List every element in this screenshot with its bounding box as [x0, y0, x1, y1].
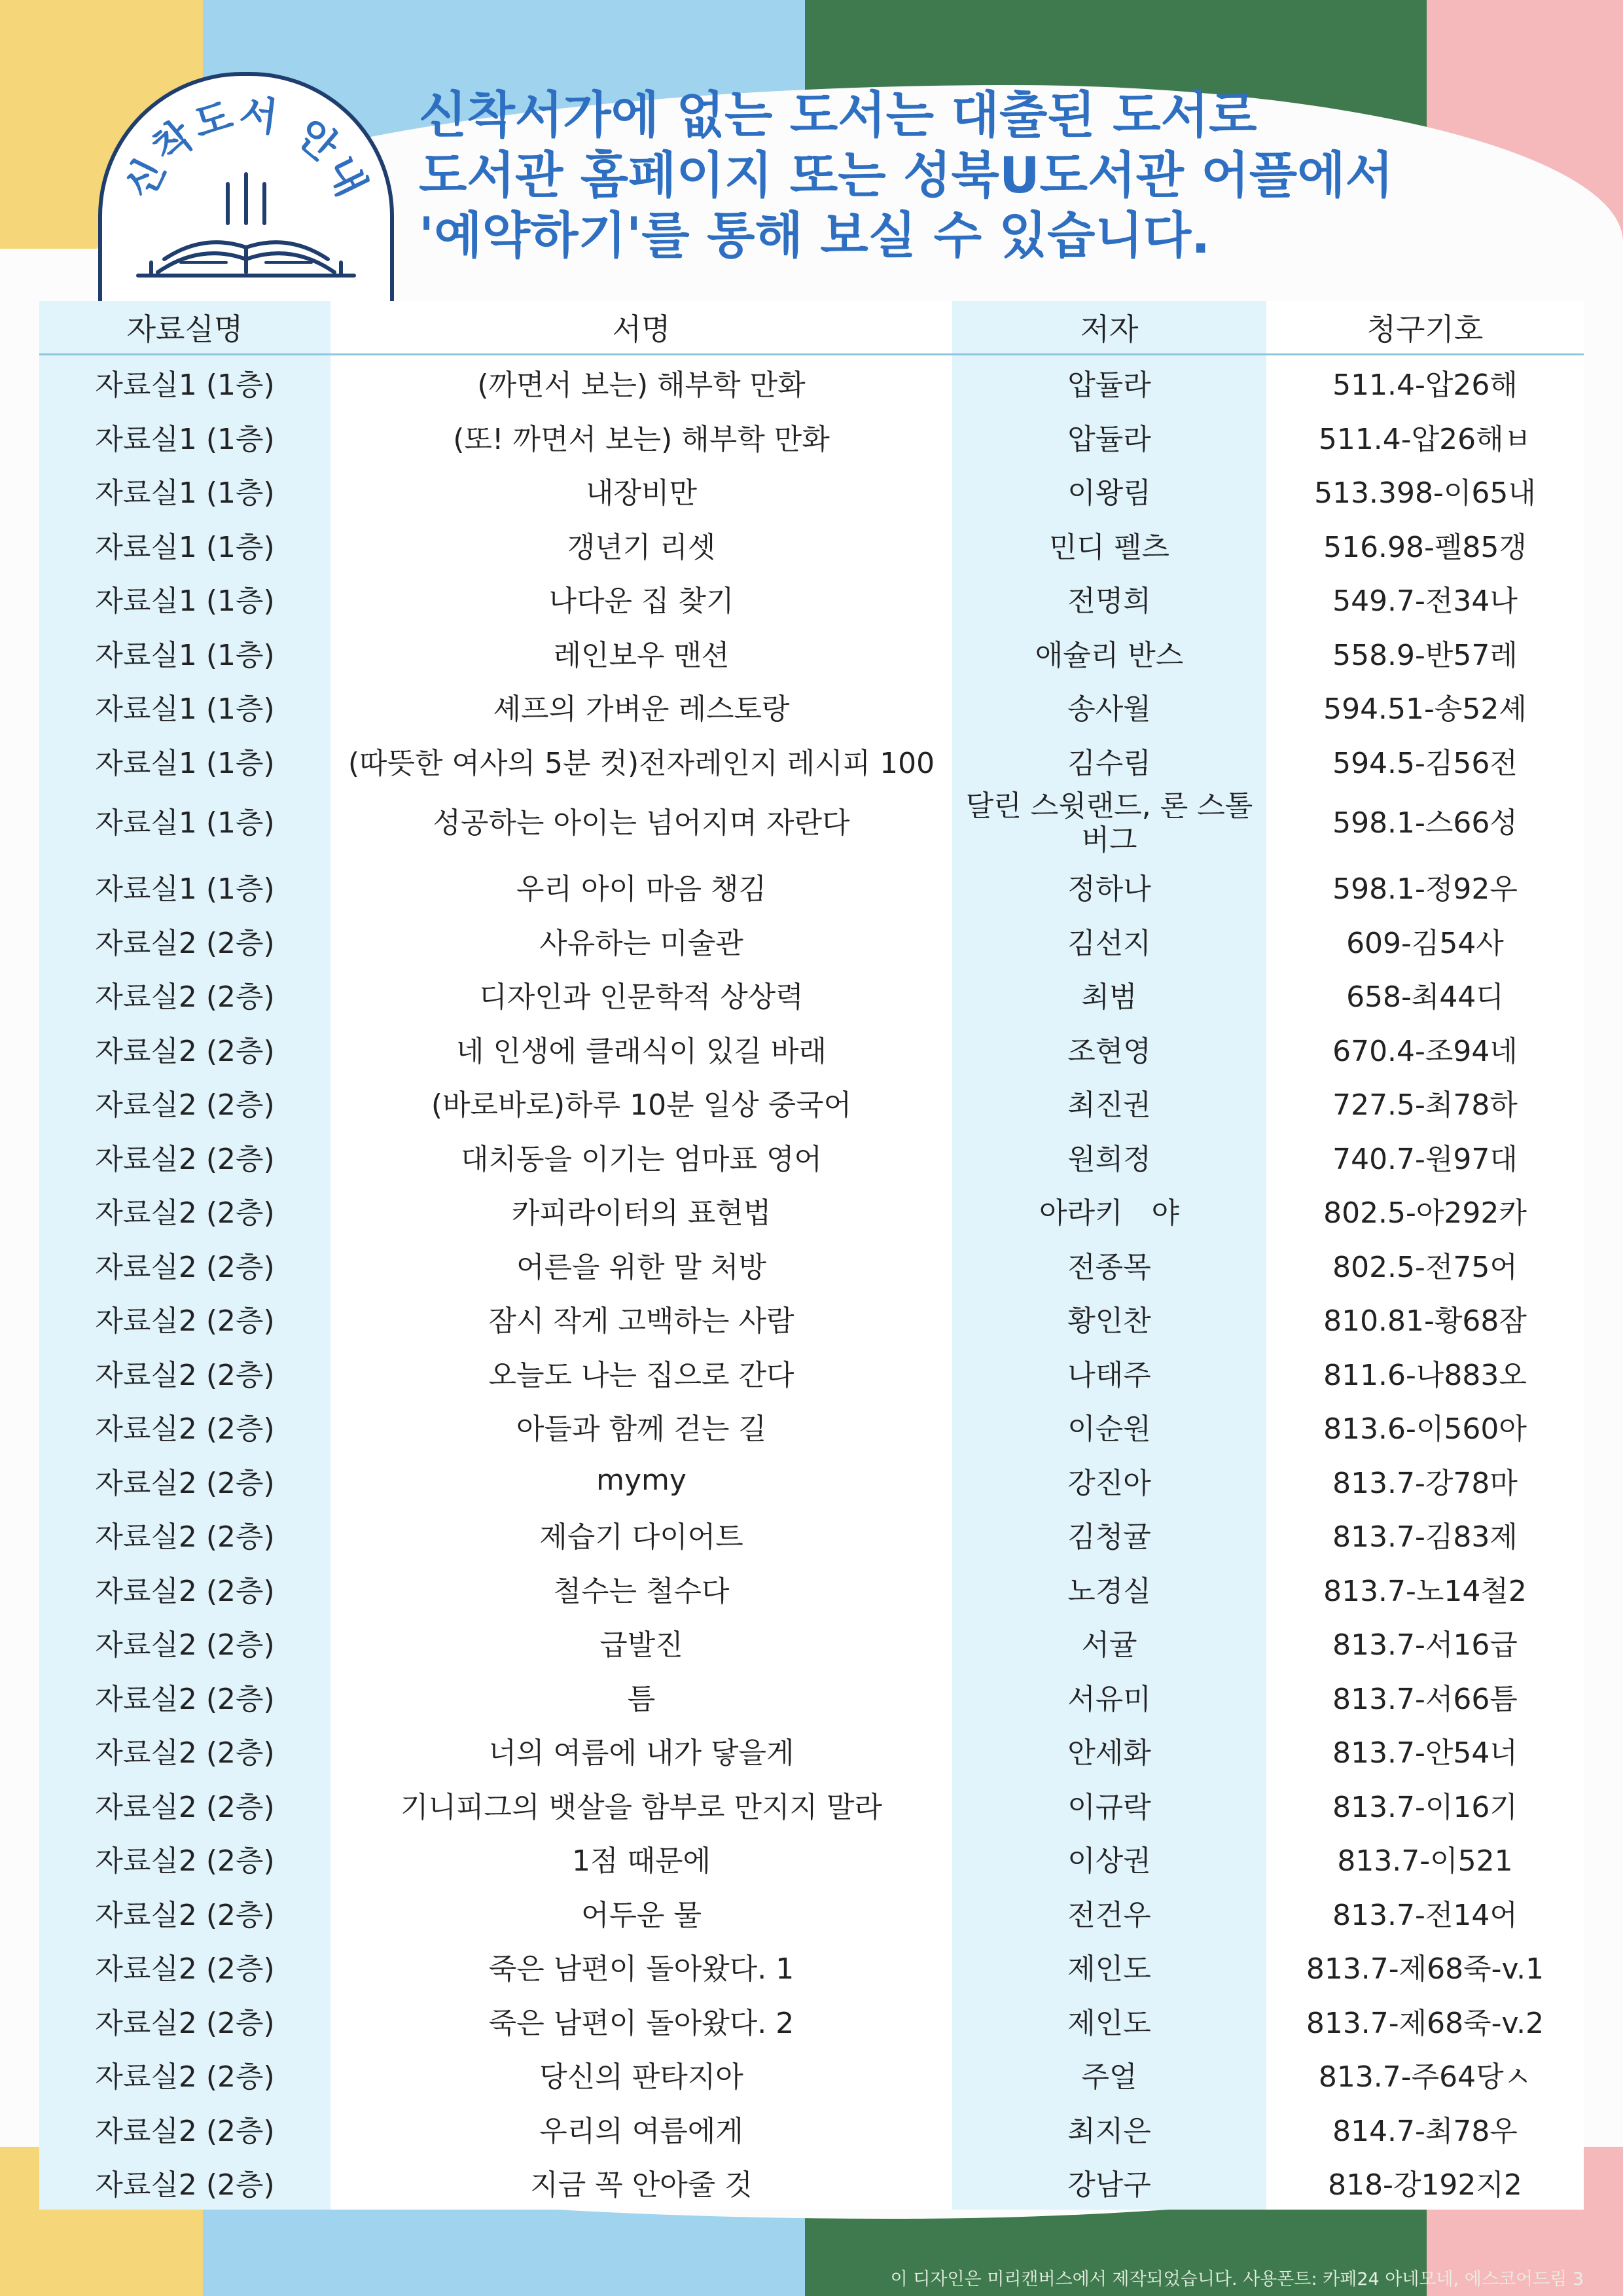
table-body: [39, 355, 1584, 2210]
cell-call-number: 813.6-이560아: [1266, 1399, 1584, 1454]
cell-author: 제인도: [952, 1939, 1266, 1994]
cell-call-number: 813.7-제68죽-v.1: [1266, 1939, 1584, 1994]
cell-room: 자료실2 (2층): [39, 1507, 330, 1562]
cell-call-number: 813.7-이16기: [1266, 1778, 1584, 1832]
table-row: [39, 1399, 1584, 1454]
cell-title: 성공하는 아이는 넘어지며 자란다: [330, 787, 952, 859]
cell-call-number: 813.7-서16급: [1266, 1615, 1584, 1670]
table-row: [39, 967, 1584, 1022]
cell-title: mymy: [330, 1454, 952, 1508]
cell-title: 당신의 판타지아: [330, 2047, 952, 2102]
cell-author: 민디 펠츠: [952, 518, 1266, 572]
header-author: 저자: [952, 301, 1266, 355]
table-row: [39, 1723, 1584, 1778]
table-row: [39, 1831, 1584, 1886]
cell-author: 압듈라: [952, 410, 1266, 464]
cell-call-number: 818-강192지2: [1266, 2155, 1584, 2210]
cell-room: 자료실2 (2층): [39, 1183, 330, 1238]
table-row: [39, 410, 1584, 464]
table-row: [39, 1238, 1584, 1292]
cell-title: 제습기 다이어트: [330, 1507, 952, 1562]
cell-title: 지금 꼭 안아줄 것: [330, 2155, 952, 2210]
cell-room: 자료실2 (2층): [39, 967, 330, 1022]
cell-room: 자료실1 (1층): [39, 859, 330, 914]
cell-room: 자료실2 (2층): [39, 1130, 330, 1184]
cell-author: 달린 스윗랜드, 론 스톨버그: [952, 787, 1266, 859]
cell-call-number: 511.4-압26해ㅂ: [1266, 410, 1584, 464]
cell-title: (또! 까면서 보는) 해부학 만화: [330, 410, 952, 464]
header-call-number: 청구기호: [1266, 301, 1584, 355]
cell-call-number: 598.1-정92우: [1266, 859, 1584, 914]
cell-room: 자료실2 (2층): [39, 2102, 330, 2156]
table-row: [39, 2047, 1584, 2102]
table-row: [39, 1670, 1584, 1724]
cell-author: 강진아: [952, 1454, 1266, 1508]
table-row: [39, 1994, 1584, 2048]
table-row: [39, 626, 1584, 680]
cell-room: 자료실2 (2층): [39, 1346, 330, 1400]
cell-title: 급발진: [330, 1615, 952, 1670]
table-row: [39, 787, 1584, 859]
cell-title: 철수는 철수다: [330, 1562, 952, 1616]
cell-call-number: 513.398-이65내: [1266, 463, 1584, 518]
new-books-badge: [98, 72, 394, 325]
cell-title: 우리 아이 마음 챙김: [330, 859, 952, 914]
table-row: [39, 1291, 1584, 1346]
cell-author: 이규락: [952, 1778, 1266, 1832]
cell-room: 자료실2 (2층): [39, 2155, 330, 2210]
cell-room: 자료실2 (2층): [39, 1994, 330, 2048]
cell-author: 전명희: [952, 571, 1266, 626]
table-header-row: [39, 301, 1584, 355]
cell-room: 자료실2 (2층): [39, 1939, 330, 1994]
cell-room: 자료실2 (2층): [39, 1670, 330, 1724]
cell-title: 너의 여름에 내가 닿을게: [330, 1723, 952, 1778]
cell-room: 자료실2 (2층): [39, 914, 330, 968]
badge-title: 신착도서 안내: [116, 90, 376, 206]
cell-room: 자료실2 (2층): [39, 1723, 330, 1778]
cell-call-number: 727.5-최78하: [1266, 1075, 1584, 1130]
table-row: [39, 1183, 1584, 1238]
cell-author: 주얼: [952, 2047, 1266, 2102]
table-row: [39, 1778, 1584, 1832]
cell-author: 김선지: [952, 914, 1266, 968]
cell-title: 갱년기 리셋: [330, 518, 952, 572]
table-row: [39, 2102, 1584, 2156]
cell-room: 자료실2 (2층): [39, 1454, 330, 1508]
footer-credit: 이 디자인은 미리캔버스에서 제작되었습니다. 사용폰트: 카페24 아네모네, 에스코어드림 3: [890, 2269, 1584, 2289]
cell-room: 자료실1 (1층): [39, 626, 330, 680]
cell-call-number: 516.98-펠85갱: [1266, 518, 1584, 572]
cell-author: 전종목: [952, 1238, 1266, 1292]
cell-title: 죽은 남편이 돌아왔다. 1: [330, 1939, 952, 1994]
table-row: [39, 1075, 1584, 1130]
cell-call-number: 594.51-송52셰: [1266, 679, 1584, 734]
table-row: [39, 571, 1584, 626]
cell-title: 디자인과 인문학적 상상력: [330, 967, 952, 1022]
header-room: 자료실명: [39, 301, 330, 355]
table-row: [39, 1022, 1584, 1076]
cell-room: 자료실1 (1층): [39, 518, 330, 572]
table-row: [39, 1507, 1584, 1562]
cell-title: 카피라이터의 표현법: [330, 1183, 952, 1238]
table-row: [39, 1615, 1584, 1670]
table-row: [39, 914, 1584, 968]
cell-room: 자료실2 (2층): [39, 1075, 330, 1130]
table-row: [39, 1130, 1584, 1184]
cell-call-number: 609-김54사: [1266, 914, 1584, 968]
cell-room: 자료실1 (1층): [39, 787, 330, 859]
cell-author: 이순원: [952, 1399, 1266, 1454]
cell-title: 대치동을 이기는 엄마표 영어: [330, 1130, 952, 1184]
cell-call-number: 814.7-최78우: [1266, 2102, 1584, 2156]
cell-title: 내장비만: [330, 463, 952, 518]
table-row: [39, 1939, 1584, 1994]
cell-author: 강남구: [952, 2155, 1266, 2210]
cell-title: 네 인생에 클래식이 있길 바래: [330, 1022, 952, 1076]
cell-title: 죽은 남편이 돌아왔다. 2: [330, 1994, 952, 2048]
cell-title: 1점 때문에: [330, 1831, 952, 1886]
cell-title: 잠시 작게 고백하는 사람: [330, 1291, 952, 1346]
cell-call-number: 802.5-전75어: [1266, 1238, 1584, 1292]
cell-title: (바로바로)하루 10분 일상 중국어: [330, 1075, 952, 1130]
cell-author: 안세화: [952, 1723, 1266, 1778]
cell-author: 이왕림: [952, 463, 1266, 518]
cell-author: 최진권: [952, 1075, 1266, 1130]
cell-author: 전건우: [952, 1886, 1266, 1940]
open-book-icon: [102, 76, 390, 325]
table-row: [39, 1886, 1584, 1940]
cell-room: 자료실2 (2층): [39, 2047, 330, 2102]
cell-call-number: 511.4-압26해: [1266, 355, 1584, 410]
cell-title: 나다운 집 찾기: [330, 571, 952, 626]
cell-title: 사유하는 미술관: [330, 914, 952, 968]
cell-room: 자료실1 (1층): [39, 734, 330, 788]
cell-call-number: 813.7-김83제: [1266, 1507, 1584, 1562]
cell-author: 최지은: [952, 2102, 1266, 2156]
table-row: [39, 859, 1584, 914]
cell-author: 최범: [952, 967, 1266, 1022]
cell-room: 자료실2 (2층): [39, 1399, 330, 1454]
cell-author: 조현영: [952, 1022, 1266, 1076]
cell-title: 아들과 함께 걷는 길: [330, 1399, 952, 1454]
cell-author: 황인찬: [952, 1291, 1266, 1346]
headline-line-2: 도서관 홈페이지 또는 성북U도서관 어플에서: [419, 146, 1394, 204]
cell-call-number: 549.7-전34나: [1266, 571, 1584, 626]
table-row: [39, 679, 1584, 734]
headline-line-3: '예약하기'를 통해 보실 수 있습니다.: [419, 206, 1211, 264]
table-row: [39, 1454, 1584, 1508]
cell-room: 자료실2 (2층): [39, 1022, 330, 1076]
cell-call-number: 813.7-강78마: [1266, 1454, 1584, 1508]
cell-room: 자료실2 (2층): [39, 1615, 330, 1670]
cell-title: 오늘도 나는 집으로 간다: [330, 1346, 952, 1400]
cell-author: 나태주: [952, 1346, 1266, 1400]
cell-room: 자료실2 (2층): [39, 1238, 330, 1292]
cell-call-number: 813.7-제68죽-v.2: [1266, 1994, 1584, 2048]
cell-author: 김청귤: [952, 1507, 1266, 1562]
cell-author: 서귤: [952, 1615, 1266, 1670]
cell-call-number: 740.7-원97대: [1266, 1130, 1584, 1184]
cell-author: 압듈라: [952, 355, 1266, 410]
cell-title: (까면서 보는) 해부학 만화: [330, 355, 952, 410]
cell-title: 어두운 물: [330, 1886, 952, 1940]
cell-author: 아라키 야: [952, 1183, 1266, 1238]
cell-call-number: 670.4-조94네: [1266, 1022, 1584, 1076]
cell-call-number: 594.5-김56전: [1266, 734, 1584, 788]
cell-title: (따뜻한 여사의 5분 컷)전자레인지 레시피 100: [330, 734, 952, 788]
cell-call-number: 813.7-서66틈: [1266, 1670, 1584, 1724]
cell-room: 자료실2 (2층): [39, 1562, 330, 1616]
cell-title: 우리의 여름에게: [330, 2102, 952, 2156]
cell-room: 자료실2 (2층): [39, 1778, 330, 1832]
cell-room: 자료실2 (2층): [39, 1886, 330, 1940]
cell-author: 김수림: [952, 734, 1266, 788]
cell-title: 레인보우 맨션: [330, 626, 952, 680]
cell-call-number: 813.7-전14어: [1266, 1886, 1584, 1940]
table-row: [39, 1346, 1584, 1400]
cell-author: 애슐리 반스: [952, 626, 1266, 680]
cell-author: 노경실: [952, 1562, 1266, 1616]
header-title: 서명: [330, 301, 952, 355]
cell-room: 자료실2 (2층): [39, 1291, 330, 1346]
cell-room: 자료실1 (1층): [39, 355, 330, 410]
new-books-table: [39, 301, 1584, 2210]
cell-room: 자료실2 (2층): [39, 1831, 330, 1886]
headline: [419, 85, 1597, 266]
cell-call-number: 813.7-노14철2: [1266, 1562, 1584, 1616]
cell-call-number: 813.7-이521: [1266, 1831, 1584, 1886]
table-row: [39, 2155, 1584, 2210]
cell-room: 자료실1 (1층): [39, 463, 330, 518]
cell-author: 제인도: [952, 1994, 1266, 2048]
cell-call-number: 813.7-안54너: [1266, 1723, 1584, 1778]
cell-call-number: 658-최44디: [1266, 967, 1584, 1022]
cell-author: 서유미: [952, 1670, 1266, 1724]
headline-line-1: 신착서가에 없는 도서는 대출된 도서로: [419, 86, 1257, 144]
cell-call-number: 810.81-황68잠: [1266, 1291, 1584, 1346]
cell-author: 송사월: [952, 679, 1266, 734]
table-row: [39, 463, 1584, 518]
cell-call-number: 558.9-반57레: [1266, 626, 1584, 680]
cell-room: 자료실1 (1층): [39, 679, 330, 734]
cell-call-number: 802.5-아292카: [1266, 1183, 1584, 1238]
cell-call-number: 811.6-나883오: [1266, 1346, 1584, 1400]
table-row: [39, 355, 1584, 410]
table-row: [39, 1562, 1584, 1616]
cell-call-number: 813.7-주64당ㅅ: [1266, 2047, 1584, 2102]
cell-room: 자료실1 (1층): [39, 571, 330, 626]
cell-call-number: 598.1-스66성: [1266, 787, 1584, 859]
cell-title: 기니피그의 뱃살을 함부로 만지지 말라: [330, 1778, 952, 1832]
cell-title: 틈: [330, 1670, 952, 1724]
table-row: [39, 518, 1584, 572]
cell-title: 어른을 위한 말 처방: [330, 1238, 952, 1292]
cell-room: 자료실1 (1층): [39, 410, 330, 464]
cell-author: 원희정: [952, 1130, 1266, 1184]
cell-author: 이상권: [952, 1831, 1266, 1886]
table-row: [39, 734, 1584, 788]
cell-author: 정하나: [952, 859, 1266, 914]
cell-title: 셰프의 가벼운 레스토랑: [330, 679, 952, 734]
